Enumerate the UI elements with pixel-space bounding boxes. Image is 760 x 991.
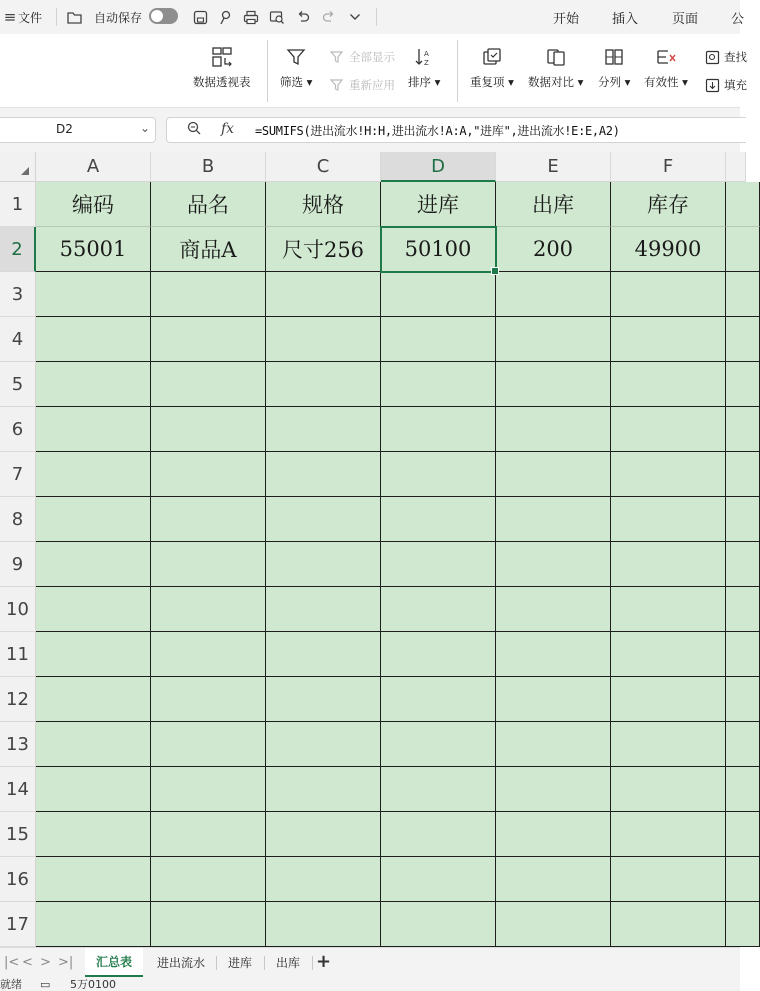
cell-d3[interactable]	[381, 272, 496, 317]
row-header-8[interactable]: 8	[0, 497, 36, 542]
column-header-d[interactable]: D	[381, 152, 496, 182]
cell-d7[interactable]	[381, 452, 496, 497]
cell-b5[interactable]	[151, 362, 266, 407]
cell-e3[interactable]	[496, 272, 611, 317]
name-box[interactable]: D2 ⌄	[0, 117, 156, 143]
cell-f6[interactable]	[611, 407, 726, 452]
cell-e1[interactable]: 出库	[496, 182, 611, 227]
row-header-2[interactable]: 2	[0, 227, 36, 272]
tab-home[interactable]: 开始	[553, 11, 580, 27]
sheet-tab-out[interactable]: 出库	[275, 956, 300, 970]
cell-d5[interactable]	[381, 362, 496, 407]
cell-c1[interactable]: 规格	[266, 182, 381, 227]
validity-icon	[653, 44, 679, 70]
svg-text:Z: Z	[424, 59, 430, 67]
cell-e5[interactable]	[496, 362, 611, 407]
row-header-4[interactable]: 4	[0, 317, 36, 362]
title-bar	[0, 0, 745, 34]
pivot-table-icon	[209, 44, 235, 70]
cell-a9[interactable]	[36, 542, 151, 587]
row-header-12[interactable]: 12	[0, 677, 36, 722]
cell-d17[interactable]	[381, 902, 496, 947]
cell-f9[interactable]	[611, 542, 726, 587]
reapply-button[interactable]: 重新应用	[328, 76, 395, 94]
cell-a7[interactable]	[36, 452, 151, 497]
cell-b12[interactable]	[151, 677, 266, 722]
pivot-table-button[interactable]: 数据透视表	[193, 44, 251, 90]
row-header-17[interactable]: 17	[0, 902, 36, 947]
cell-g14[interactable]	[726, 767, 760, 812]
cell-g11[interactable]	[726, 632, 760, 677]
cell-e12[interactable]	[496, 677, 611, 722]
cell-e14[interactable]	[496, 767, 611, 812]
cell-f2[interactable]: 49900	[611, 227, 726, 272]
row-header-3[interactable]: 3	[0, 272, 36, 317]
svg-text:A: A	[424, 50, 430, 58]
cell-f4[interactable]	[611, 317, 726, 362]
file-menu[interactable]: 文件	[18, 10, 43, 25]
formula-text[interactable]: =SUMIFS(进出流水!H:H,进出流水!A:A,"进库",进出流水!E:E,A2)	[255, 124, 620, 138]
row-header-5[interactable]: 5	[0, 362, 36, 407]
cell-c6[interactable]	[266, 407, 381, 452]
compare-icon	[543, 44, 569, 70]
cell-e11[interactable]	[496, 632, 611, 677]
cell-b15[interactable]	[151, 812, 266, 857]
cell-f15[interactable]	[611, 812, 726, 857]
cell-c15[interactable]	[266, 812, 381, 857]
row-header-1[interactable]: 1	[0, 182, 36, 227]
cell-d11[interactable]	[381, 632, 496, 677]
cell-d14[interactable]	[381, 767, 496, 812]
cell-e7[interactable]	[496, 452, 611, 497]
cell-e6[interactable]	[496, 407, 611, 452]
sort-button[interactable]: A Z 排序 ▾	[408, 44, 440, 90]
chevron-down-icon[interactable]: ⌄	[140, 121, 151, 135]
split-column-icon	[601, 44, 627, 70]
cell-b6[interactable]	[151, 407, 266, 452]
tab-formula[interactable]: 公	[731, 11, 745, 27]
cell-e4[interactable]	[496, 317, 611, 362]
cell-b9[interactable]	[151, 542, 266, 587]
split-column-button[interactable]: 分列 ▾	[598, 44, 630, 90]
cell-f13[interactable]	[611, 722, 726, 767]
cell-d6[interactable]	[381, 407, 496, 452]
add-sheet-icon[interactable]: +	[316, 951, 332, 972]
cell-c12[interactable]	[266, 677, 381, 722]
cell-g12[interactable]	[726, 677, 760, 722]
cell-a15[interactable]	[36, 812, 151, 857]
spreadsheet-grid[interactable]	[0, 152, 740, 947]
cell-f7[interactable]	[611, 452, 726, 497]
cell-d10[interactable]	[381, 587, 496, 632]
cell-c14[interactable]	[266, 767, 381, 812]
row-header-6[interactable]: 6	[0, 407, 36, 452]
last-sheet-icon[interactable]: >|	[58, 955, 74, 970]
cell-b2[interactable]: 商品A	[151, 227, 266, 272]
prev-sheet-icon[interactable]: <	[22, 955, 33, 970]
formula-input[interactable]	[166, 117, 746, 143]
formula-bar	[0, 108, 740, 152]
duplicates-button[interactable]: 重复项 ▾	[470, 44, 514, 90]
sheet-tab-bar	[0, 947, 740, 977]
cell-f16[interactable]	[611, 857, 726, 902]
cell-b16[interactable]	[151, 857, 266, 902]
cell-b11[interactable]	[151, 632, 266, 677]
cell-c5[interactable]	[266, 362, 381, 407]
cell-d1[interactable]: 进库	[381, 182, 496, 227]
cell-a16[interactable]	[36, 857, 151, 902]
cell-b1[interactable]: 品名	[151, 182, 266, 227]
column-header-c[interactable]: C	[266, 152, 381, 182]
cell-c2[interactable]: 尺寸256	[266, 227, 381, 272]
cell-e9[interactable]	[496, 542, 611, 587]
tab-page[interactable]: 页面	[672, 11, 699, 27]
fill-button[interactable]: 填充	[703, 76, 747, 94]
divider	[376, 8, 377, 26]
cell-a6[interactable]	[36, 407, 151, 452]
first-sheet-icon[interactable]: |<	[4, 955, 20, 970]
cell-a17[interactable]	[36, 902, 151, 947]
cell-d9[interactable]	[381, 542, 496, 587]
cell-d13[interactable]	[381, 722, 496, 767]
autosave-label: 自动保存	[94, 10, 143, 25]
cell-g4[interactable]	[726, 317, 760, 362]
fill-icon	[703, 76, 721, 94]
cell-a3[interactable]	[36, 272, 151, 317]
status-sum: 5万0100	[70, 978, 116, 991]
cell-b13[interactable]	[151, 722, 266, 767]
row-header-11[interactable]: 11	[0, 632, 36, 677]
cell-g13[interactable]	[726, 722, 760, 767]
cell-a2[interactable]: 55001	[36, 227, 151, 272]
column-header-e[interactable]: E	[496, 152, 611, 182]
cell-b10[interactable]	[151, 587, 266, 632]
column-header-a[interactable]: A	[36, 152, 151, 182]
validity-button[interactable]: 有效性 ▾	[644, 44, 688, 90]
ribbon	[0, 34, 747, 108]
tab-insert[interactable]: 插入	[612, 11, 639, 27]
column-header-f[interactable]: F	[611, 152, 726, 182]
sheet-tab-flow[interactable]: 进出流水	[156, 956, 205, 970]
cell-b4[interactable]	[151, 317, 266, 362]
divider	[457, 40, 458, 102]
cell-f17[interactable]	[611, 902, 726, 947]
row-header-15[interactable]: 15	[0, 812, 36, 857]
status-ready: 就绪	[0, 978, 22, 991]
cell-a13[interactable]	[36, 722, 151, 767]
sort-icon	[411, 44, 437, 70]
find-icon	[703, 48, 721, 66]
cell-f1[interactable]: 库存	[611, 182, 726, 227]
status-bar	[0, 977, 740, 991]
row-header-13[interactable]: 13	[0, 722, 36, 767]
cell-a1[interactable]: 编码	[36, 182, 151, 227]
cell-f10[interactable]	[611, 587, 726, 632]
print-preview-icon[interactable]	[267, 7, 287, 27]
funnel-clear-icon	[328, 48, 346, 66]
cell-b3[interactable]	[151, 272, 266, 317]
cell-c11[interactable]	[266, 632, 381, 677]
cell-d15[interactable]	[381, 812, 496, 857]
cell-f3[interactable]	[611, 272, 726, 317]
cell-c7[interactable]	[266, 452, 381, 497]
column-header-b[interactable]: B	[151, 152, 266, 182]
page-icon[interactable]: ▭	[40, 978, 51, 991]
cell-a10[interactable]	[36, 587, 151, 632]
divider	[56, 8, 57, 26]
cell-g15[interactable]	[726, 812, 760, 857]
cell-d8[interactable]	[381, 497, 496, 542]
cell-d16[interactable]	[381, 857, 496, 902]
show-all-button[interactable]: 全部显示	[328, 48, 395, 66]
cell-a5[interactable]	[36, 362, 151, 407]
cell-f12[interactable]	[611, 677, 726, 722]
zoom-icon[interactable]	[187, 121, 201, 139]
cell-e13[interactable]	[496, 722, 611, 767]
data-compare-button[interactable]: 数据对比 ▾	[528, 44, 583, 90]
cell-a4[interactable]	[36, 317, 151, 362]
cell-g9[interactable]	[726, 542, 760, 587]
cell-g1[interactable]	[726, 182, 760, 227]
column-header-g[interactable]	[726, 152, 746, 182]
cell-g8[interactable]	[726, 497, 760, 542]
cell-f14[interactable]	[611, 767, 726, 812]
print-icon[interactable]	[241, 7, 261, 27]
cell-g2[interactable]	[726, 227, 760, 272]
menu-icon[interactable]: ≡	[3, 8, 17, 26]
cell-f5[interactable]	[611, 362, 726, 407]
cell-e15[interactable]	[496, 812, 611, 857]
cell-c13[interactable]	[266, 722, 381, 767]
chevron-down-icon[interactable]	[345, 7, 365, 27]
select-all-corner[interactable]	[0, 152, 36, 182]
cell-g10[interactable]	[726, 587, 760, 632]
cell-a8[interactable]	[36, 497, 151, 542]
row-header-16[interactable]: 16	[0, 857, 36, 902]
cell-g5[interactable]	[726, 362, 760, 407]
cell-f8[interactable]	[611, 497, 726, 542]
cell-g17[interactable]	[726, 902, 760, 947]
cell-c9[interactable]	[266, 542, 381, 587]
row-header-7[interactable]: 7	[0, 452, 36, 497]
folder-icon[interactable]	[64, 7, 84, 27]
funnel-icon	[283, 44, 309, 70]
cell-e2[interactable]: 200	[496, 227, 611, 272]
row-header-14[interactable]: 14	[0, 767, 36, 812]
cell-d4[interactable]	[381, 317, 496, 362]
cell-b7[interactable]	[151, 452, 266, 497]
redo-icon[interactable]	[319, 7, 339, 27]
cell-c10[interactable]	[266, 587, 381, 632]
cell-c17[interactable]	[266, 902, 381, 947]
cell-a11[interactable]	[36, 632, 151, 677]
cell-c3[interactable]	[266, 272, 381, 317]
undo-icon[interactable]	[293, 7, 313, 27]
sheet-tab-in[interactable]: 进库	[227, 956, 252, 970]
autosave-toggle[interactable]	[149, 8, 178, 24]
cell-b14[interactable]	[151, 767, 266, 812]
funnel-refresh-icon	[328, 76, 346, 94]
find-button[interactable]: 查找	[703, 48, 747, 66]
cell-e17[interactable]	[496, 902, 611, 947]
duplicates-icon	[479, 44, 505, 70]
cell-g6[interactable]	[726, 407, 760, 452]
cell-e8[interactable]	[496, 497, 611, 542]
cell-c4[interactable]	[266, 317, 381, 362]
row-header-10[interactable]: 10	[0, 587, 36, 632]
cell-b17[interactable]	[151, 902, 266, 947]
filter-button[interactable]: 筛选 ▾	[280, 44, 312, 90]
cell-c16[interactable]	[266, 857, 381, 902]
save-icon[interactable]	[190, 7, 210, 27]
cell-f11[interactable]	[611, 632, 726, 677]
cell-d2[interactable]: 50100	[381, 227, 496, 272]
format-painter-icon[interactable]	[215, 7, 235, 27]
cell-a12[interactable]	[36, 677, 151, 722]
cell-g3[interactable]	[726, 272, 760, 317]
row-header-9[interactable]: 9	[0, 542, 36, 587]
cell-a14[interactable]	[36, 767, 151, 812]
cell-g7[interactable]	[726, 452, 760, 497]
cell-e10[interactable]	[496, 587, 611, 632]
next-sheet-icon[interactable]: >	[40, 955, 51, 970]
cell-c8[interactable]	[266, 497, 381, 542]
cell-b8[interactable]	[151, 497, 266, 542]
sheet-tab-summary[interactable]: 汇总表	[85, 948, 143, 977]
cell-g16[interactable]	[726, 857, 760, 902]
cell-e16[interactable]	[496, 857, 611, 902]
cell-d12[interactable]	[381, 677, 496, 722]
fx-icon[interactable]: fx	[221, 121, 235, 137]
divider	[267, 40, 268, 102]
